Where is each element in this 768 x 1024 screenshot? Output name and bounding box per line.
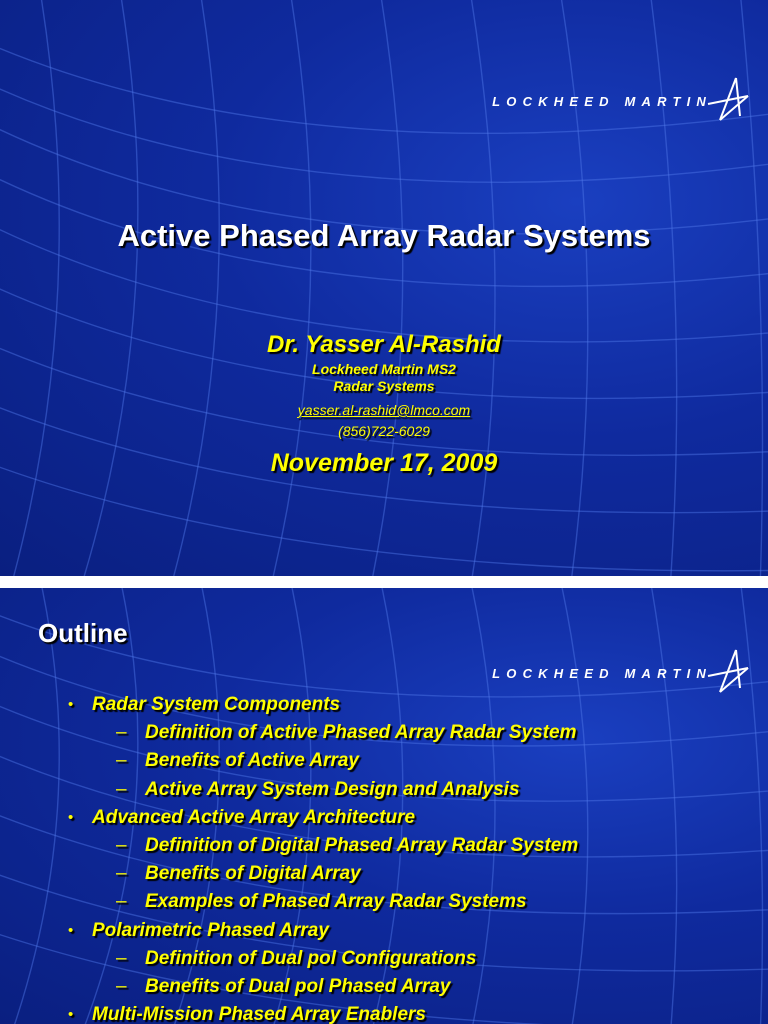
outline-item-text: Definition of Dual pol Configurations [145,947,477,969]
outline-item-text: Polarimetric Phased Array [92,919,329,941]
outline-item-text: Benefits of Digital Array [145,863,361,885]
outline-item-text: Benefits of Dual pol Phased Array [145,976,451,997]
dash-marker: – [116,722,127,744]
outline-item-text: Multi-Mission Phased Array Enablers [92,1004,426,1024]
outline-item-text: Radar System Components [92,694,341,715]
dash-marker: – [116,891,127,913]
lockheed-star-icon [706,76,750,126]
dash-marker: – [116,778,127,800]
email-link[interactable]: yasser.al-rashid@lmco.com [297,402,471,418]
lockheed-martin-logo [492,648,750,698]
bullet-marker: • [68,921,74,939]
outline-heading: Outline [38,618,128,648]
outline-item-text: Definition of Digital Phased Array Radar System [145,835,579,856]
bullet-marker: • [68,808,74,826]
outline-item-text: Advanced Active Array Architecture [92,806,416,828]
outline-item-text: Benefits of Active Array [145,750,359,772]
logo-text: LOCKHEED MARTIN [492,665,712,681]
dash-marker: – [116,835,127,856]
outline-item-text: Examples of Phased Array Radar Systems [145,891,527,913]
dash-marker: – [116,947,127,969]
bullet-marker: • [68,1006,74,1024]
dash-marker: – [116,976,127,997]
organization-line-2: Radar Systems [333,378,435,394]
presentation-title: Active Phased Array Radar Systems [117,218,651,253]
logo-text: LOCKHEED MARTIN [492,93,712,109]
phone-number: (856)722-6029 [338,423,430,439]
outline-slide [0,588,768,1024]
author-name: Dr. Yasser Al-Rashid [267,331,501,358]
presentation-date: November 17, 2009 [270,449,498,477]
dash-marker: – [116,863,127,885]
bullet-marker: • [68,696,74,713]
organization-line-1: Lockheed Martin MS2 [312,361,456,377]
lockheed-star-icon [706,648,750,698]
dash-marker: – [116,750,127,772]
outline-item-text: Definition of Active Phased Array Radar System [145,722,577,744]
outline-item-text: Active Array System Design and Analysis [145,778,520,800]
lockheed-martin-logo [492,76,750,126]
